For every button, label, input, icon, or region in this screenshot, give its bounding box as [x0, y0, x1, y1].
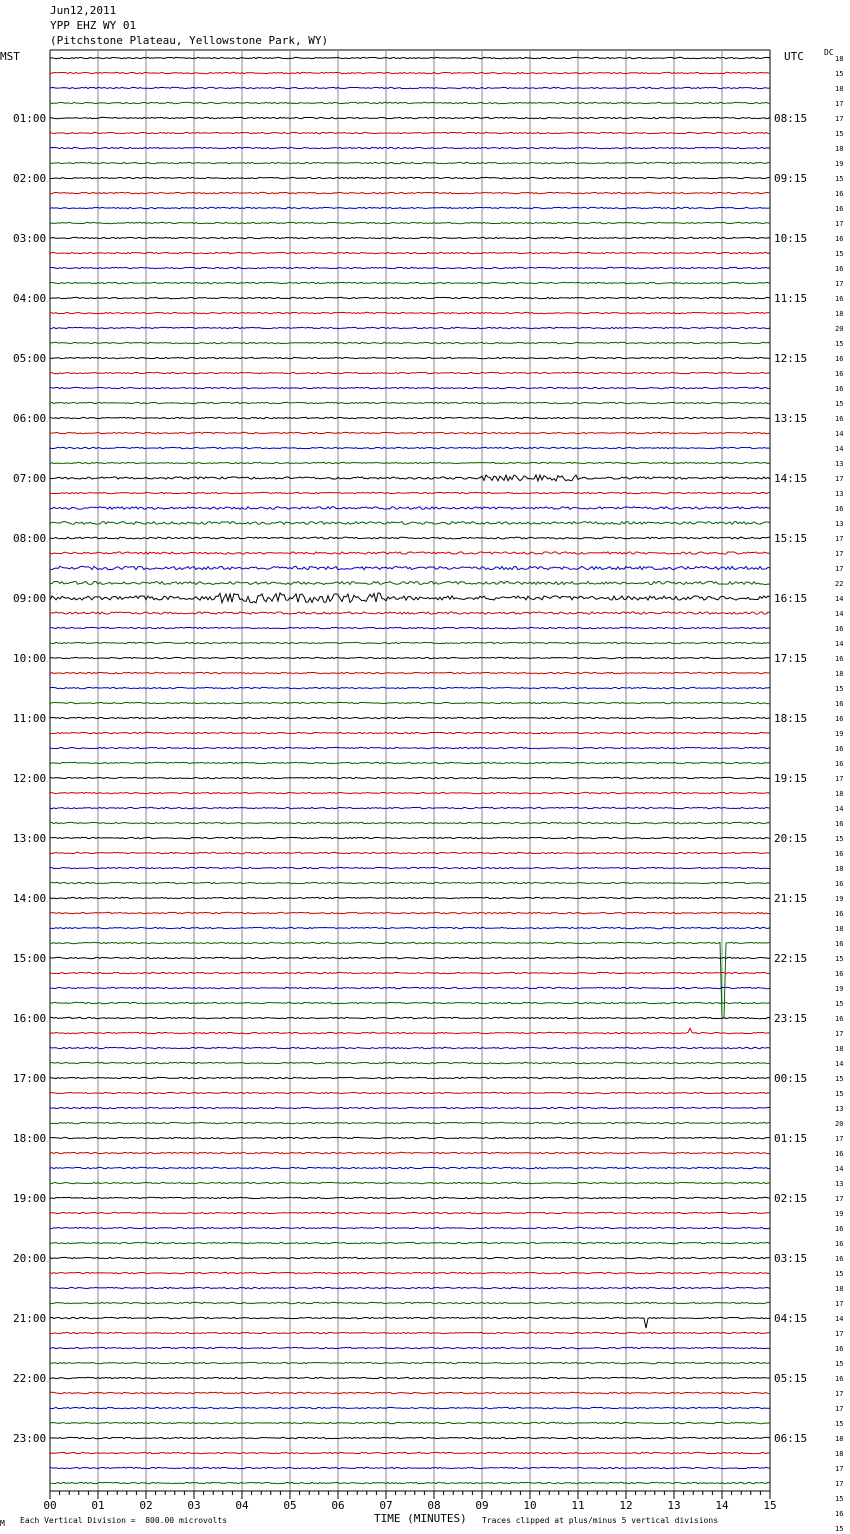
trace-row — [50, 1302, 770, 1303]
hour-label-utc: 16:15 — [774, 592, 808, 605]
dc-value: 14 — [835, 595, 844, 603]
hour-label-mst: 04:00 — [13, 292, 47, 305]
trace-row — [50, 972, 770, 973]
dc-value: 16 — [835, 355, 844, 363]
x-tick-label: 09 — [475, 1499, 489, 1512]
trace-row — [50, 222, 770, 223]
hour-label-mst: 06:00 — [13, 412, 47, 425]
trace-row — [50, 1422, 770, 1423]
hour-label-utc: 17:15 — [774, 652, 808, 665]
trace-row — [50, 593, 770, 603]
trace-row — [50, 612, 770, 614]
trace-row — [50, 852, 770, 853]
dc-value: 16 — [835, 700, 844, 708]
dc-value: 16 — [835, 1375, 844, 1383]
trace-row — [50, 1482, 770, 1483]
trace-row — [50, 792, 770, 793]
trace-row — [50, 897, 770, 898]
dc-value: 17 — [835, 475, 844, 483]
trace-row — [50, 1257, 770, 1258]
hour-label-utc: 01:15 — [774, 1132, 808, 1145]
trace-row — [50, 581, 770, 584]
dc-value: 16 — [835, 880, 844, 888]
station-location: (Pitchstone Plateau, Yellowstone Park, WY) — [50, 34, 329, 47]
dc-value: 15 — [835, 340, 844, 348]
trace-row — [50, 1287, 770, 1288]
hour-label-utc: 08:15 — [774, 112, 808, 125]
x-tick-label: 01 — [91, 1499, 105, 1512]
dc-value: 18 — [835, 1285, 844, 1293]
dc-value: 18 — [835, 790, 844, 798]
hour-label-utc: 15:15 — [774, 532, 808, 545]
hour-label-utc: 11:15 — [774, 292, 808, 305]
hour-label-mst: 01:00 — [13, 112, 47, 125]
dc-value: 17 — [835, 1480, 844, 1488]
x-tick-label: 04 — [235, 1499, 249, 1512]
trace-row — [50, 372, 770, 373]
trace-row — [50, 747, 770, 748]
dc-value: 18 — [835, 310, 844, 318]
corner-mark: M — [0, 1519, 5, 1528]
dc-value: 16 — [835, 1225, 844, 1233]
dc-value: 16 — [835, 1255, 844, 1263]
trace-row — [50, 1317, 770, 1328]
trace-row — [50, 1227, 770, 1228]
trace-row — [50, 687, 770, 688]
trace-row — [50, 1062, 770, 1063]
dc-value: 16 — [835, 370, 844, 378]
dc-value: 13 — [835, 1105, 844, 1113]
trace-row — [50, 462, 770, 463]
dc-value: 16 — [835, 970, 844, 978]
dc-value: 15 — [835, 955, 844, 963]
hour-label-utc: 04:15 — [774, 1312, 808, 1325]
trace-row — [50, 237, 770, 238]
trace-row — [50, 942, 770, 1018]
dc-value: 18 — [835, 145, 844, 153]
dc-value: 17 — [835, 1390, 844, 1398]
trace-row — [50, 1028, 770, 1033]
dc-value: 17 — [835, 115, 844, 123]
trace-row — [50, 297, 770, 298]
trace-row — [50, 117, 770, 118]
trace-row — [50, 475, 770, 481]
dc-value: 16 — [835, 295, 844, 303]
dc-value: 16 — [835, 745, 844, 753]
dc-value: 17 — [835, 550, 844, 558]
trace-row — [50, 837, 770, 838]
dc-value: 13 — [835, 490, 844, 498]
x-tick-label: 07 — [379, 1499, 393, 1512]
dc-column-title: DC — [824, 48, 834, 57]
hour-label-utc: 20:15 — [774, 832, 808, 845]
dc-value: 15 — [835, 1360, 844, 1368]
hour-label-utc: 03:15 — [774, 1252, 808, 1265]
dc-value: 15 — [835, 1075, 844, 1083]
dc-value: 16 — [835, 415, 844, 423]
dc-value: 14 — [835, 610, 844, 618]
trace-row — [50, 177, 770, 178]
hour-label-mst: 21:00 — [13, 1312, 47, 1325]
dc-value: 17 — [835, 565, 844, 573]
trace-row — [50, 1437, 770, 1438]
dc-value: 17 — [835, 1195, 844, 1203]
dc-value: 18 — [835, 1435, 844, 1443]
dc-value: 20 — [835, 1120, 844, 1128]
trace-row — [50, 777, 770, 778]
scale-note: Each Vertical Division = 800.00 microvolts — [20, 1516, 228, 1525]
dc-value: 17 — [835, 100, 844, 108]
hour-label-mst: 22:00 — [13, 1372, 47, 1385]
trace-row — [50, 912, 770, 913]
hour-label-mst: 20:00 — [13, 1252, 47, 1265]
trace-row — [50, 1167, 770, 1168]
trace-row — [50, 87, 770, 88]
hour-label-mst: 10:00 — [13, 652, 47, 665]
dc-value: 16 — [835, 655, 844, 663]
dc-value: 16 — [835, 235, 844, 243]
trace-row — [50, 1197, 770, 1198]
trace-row — [50, 717, 770, 718]
trace-row — [50, 537, 770, 539]
trace-row — [50, 417, 770, 418]
trace-row — [50, 882, 770, 883]
trace-row — [50, 807, 770, 808]
dc-value: 16 — [835, 385, 844, 393]
clip-note: Traces clipped at plus/minus 5 vertical divisions — [482, 1516, 719, 1525]
dc-value: 15 — [835, 250, 844, 258]
hour-label-utc: 05:15 — [774, 1372, 808, 1385]
dc-value: 19 — [835, 730, 844, 738]
dc-value: 16 — [835, 1015, 844, 1023]
dc-value: 17 — [835, 535, 844, 543]
trace-row — [50, 522, 770, 525]
dc-value: 15 — [835, 70, 844, 78]
x-tick-label: 14 — [715, 1499, 729, 1512]
x-tick-label: 05 — [283, 1499, 297, 1512]
dc-value: 16 — [835, 940, 844, 948]
dc-value: 15 — [835, 1000, 844, 1008]
dc-value: 18 — [835, 55, 844, 63]
trace-row — [50, 1077, 770, 1078]
hour-label-mst: 02:00 — [13, 172, 47, 185]
trace-row — [50, 1347, 770, 1348]
x-tick-label: 00 — [43, 1499, 57, 1512]
trace-row — [50, 1182, 770, 1183]
hour-label-mst: 19:00 — [13, 1192, 47, 1205]
hour-label-utc: 10:15 — [774, 232, 808, 245]
trace-row — [50, 1272, 770, 1273]
dc-value: 16 — [835, 1240, 844, 1248]
trace-row — [50, 1332, 770, 1333]
trace-row — [50, 1137, 770, 1138]
dc-value: 16 — [835, 505, 844, 513]
trace-row — [50, 57, 770, 58]
hour-label-utc: 19:15 — [774, 772, 808, 785]
trace-row — [50, 282, 770, 283]
trace-row — [50, 1002, 770, 1003]
trace-row — [50, 327, 770, 328]
x-axis-label: TIME (MINUTES) — [374, 1512, 467, 1525]
trace-row — [50, 357, 770, 358]
trace-row — [50, 1362, 770, 1363]
dc-value: 15 — [835, 1525, 844, 1533]
dc-value: 16 — [835, 715, 844, 723]
trace-row — [50, 702, 770, 703]
dc-value: 22 — [835, 580, 844, 588]
trace-row — [50, 492, 770, 493]
x-tick-label: 08 — [427, 1499, 441, 1512]
trace-row — [50, 1467, 770, 1468]
hour-label-utc: 13:15 — [774, 412, 808, 425]
dc-value: 17 — [835, 220, 844, 228]
dc-value: 15 — [835, 1420, 844, 1428]
hour-label-utc: 21:15 — [774, 892, 808, 905]
chart-date: Jun12,2011 — [50, 4, 117, 17]
hour-label-utc: 06:15 — [774, 1432, 808, 1445]
trace-row — [50, 72, 770, 73]
hour-label-mst: 09:00 — [13, 592, 47, 605]
x-tick-label: 02 — [139, 1499, 153, 1512]
dc-value: 15 — [835, 175, 844, 183]
trace-row — [50, 566, 770, 569]
trace-row — [50, 927, 770, 928]
dc-value: 15 — [835, 835, 844, 843]
hour-label-mst: 03:00 — [13, 232, 47, 245]
dc-value: 16 — [835, 760, 844, 768]
dc-value: 18 — [835, 925, 844, 933]
hour-label-utc: 02:15 — [774, 1192, 808, 1205]
trace-row — [50, 867, 770, 868]
trace-row — [50, 1242, 770, 1243]
hour-label-utc: 23:15 — [774, 1012, 808, 1025]
hour-label-mst: 23:00 — [13, 1432, 47, 1445]
trace-row — [50, 1017, 770, 1018]
dc-value: 16 — [835, 265, 844, 273]
hour-label-mst: 15:00 — [13, 952, 47, 965]
dc-value: 19 — [835, 985, 844, 993]
left-axis-title: MST — [0, 50, 20, 63]
dc-value: 18 — [835, 865, 844, 873]
trace-row — [50, 1392, 770, 1393]
trace-row — [50, 672, 770, 673]
hour-label-mst: 07:00 — [13, 472, 47, 485]
dc-value: 15 — [835, 685, 844, 693]
trace-row — [50, 132, 770, 133]
trace-row — [50, 402, 770, 403]
dc-value: 15 — [835, 400, 844, 408]
trace-row — [50, 1092, 770, 1093]
dc-value: 14 — [835, 445, 844, 453]
x-tick-label: 10 — [523, 1499, 537, 1512]
hour-label-mst: 17:00 — [13, 1072, 47, 1085]
x-tick-label: 03 — [187, 1499, 201, 1512]
x-tick-label: 11 — [571, 1499, 585, 1512]
trace-row — [50, 1212, 770, 1213]
trace-row — [50, 312, 770, 313]
hour-label-utc: 12:15 — [774, 352, 808, 365]
hour-label-mst: 18:00 — [13, 1132, 47, 1145]
dc-value: 13 — [835, 460, 844, 468]
dc-value: 16 — [835, 205, 844, 213]
hour-label-utc: 22:15 — [774, 952, 808, 965]
hour-label-utc: 18:15 — [774, 712, 808, 725]
dc-value: 13 — [835, 520, 844, 528]
dc-value: 16 — [835, 190, 844, 198]
trace-row — [50, 1377, 770, 1378]
trace-row — [50, 1122, 770, 1123]
dc-value: 17 — [835, 1135, 844, 1143]
trace-row — [50, 447, 770, 448]
dc-value: 18 — [835, 85, 844, 93]
dc-value: 17 — [835, 280, 844, 288]
dc-value: 14 — [835, 430, 844, 438]
hour-label-mst: 11:00 — [13, 712, 47, 725]
dc-value: 17 — [835, 775, 844, 783]
trace-row — [50, 1107, 770, 1108]
trace-row — [50, 762, 770, 763]
dc-value: 16 — [835, 625, 844, 633]
trace-row — [50, 987, 770, 988]
hour-label-utc: 00:15 — [774, 1072, 808, 1085]
hour-label-mst: 08:00 — [13, 532, 47, 545]
dc-value: 18 — [835, 670, 844, 678]
trace-row — [50, 162, 770, 163]
dc-value: 14 — [835, 1060, 844, 1068]
dc-value: 16 — [835, 1510, 844, 1518]
hour-label-mst: 05:00 — [13, 352, 47, 365]
station-code: YPP EHZ WY 01 — [50, 19, 137, 32]
dc-value: 17 — [835, 1330, 844, 1338]
trace-row — [50, 252, 770, 253]
dc-value: 14 — [835, 805, 844, 813]
trace-row — [50, 267, 770, 268]
dc-value: 16 — [835, 820, 844, 828]
dc-value: 15 — [835, 1495, 844, 1503]
trace-row — [50, 642, 770, 643]
dc-value: 16 — [835, 1345, 844, 1353]
trace-row — [50, 342, 770, 343]
trace-row — [50, 822, 770, 823]
trace-row — [50, 432, 770, 433]
trace-row — [50, 102, 770, 103]
trace-row — [50, 207, 770, 208]
trace-row — [50, 192, 770, 193]
hour-label-mst: 14:00 — [13, 892, 47, 905]
dc-value: 16 — [835, 1150, 844, 1158]
hour-label-mst: 13:00 — [13, 832, 47, 845]
dc-value: 18 — [835, 1045, 844, 1053]
hour-label-mst: 12:00 — [13, 772, 47, 785]
dc-value: 17 — [835, 1465, 844, 1473]
dc-value: 14 — [835, 640, 844, 648]
hour-label-mst: 16:00 — [13, 1012, 47, 1025]
trace-row — [50, 387, 770, 388]
dc-value: 17 — [835, 1300, 844, 1308]
dc-value: 15 — [835, 1270, 844, 1278]
right-axis-title: UTC — [784, 50, 804, 63]
trace-row — [50, 657, 770, 658]
trace-row — [50, 732, 770, 733]
trace-row — [50, 1452, 770, 1453]
x-tick-label: 15 — [763, 1499, 777, 1512]
dc-value: 19 — [835, 1210, 844, 1218]
hour-label-utc: 14:15 — [774, 472, 808, 485]
x-tick-label: 12 — [619, 1499, 633, 1512]
dc-value: 14 — [835, 1165, 844, 1173]
dc-value: 18 — [835, 1450, 844, 1458]
dc-value: 17 — [835, 1405, 844, 1413]
trace-row — [50, 507, 770, 509]
dc-value: 20 — [835, 325, 844, 333]
trace-row — [50, 957, 770, 958]
dc-value: 16 — [835, 910, 844, 918]
hour-label-utc: 09:15 — [774, 172, 808, 185]
dc-value: 14 — [835, 1315, 844, 1323]
trace-row — [50, 1152, 770, 1153]
dc-value: 16 — [835, 850, 844, 858]
dc-value: 17 — [835, 1030, 844, 1038]
trace-row — [50, 1047, 770, 1048]
trace-row — [50, 552, 770, 554]
x-tick-label: 06 — [331, 1499, 345, 1512]
dc-value: 19 — [835, 160, 844, 168]
dc-value: 15 — [835, 1090, 844, 1098]
trace-row — [50, 627, 770, 628]
dc-value: 15 — [835, 130, 844, 138]
trace-row — [50, 147, 770, 148]
dc-value: 13 — [835, 1180, 844, 1188]
dc-value: 19 — [835, 895, 844, 903]
trace-row — [50, 1407, 770, 1408]
x-tick-label: 13 — [667, 1499, 681, 1512]
